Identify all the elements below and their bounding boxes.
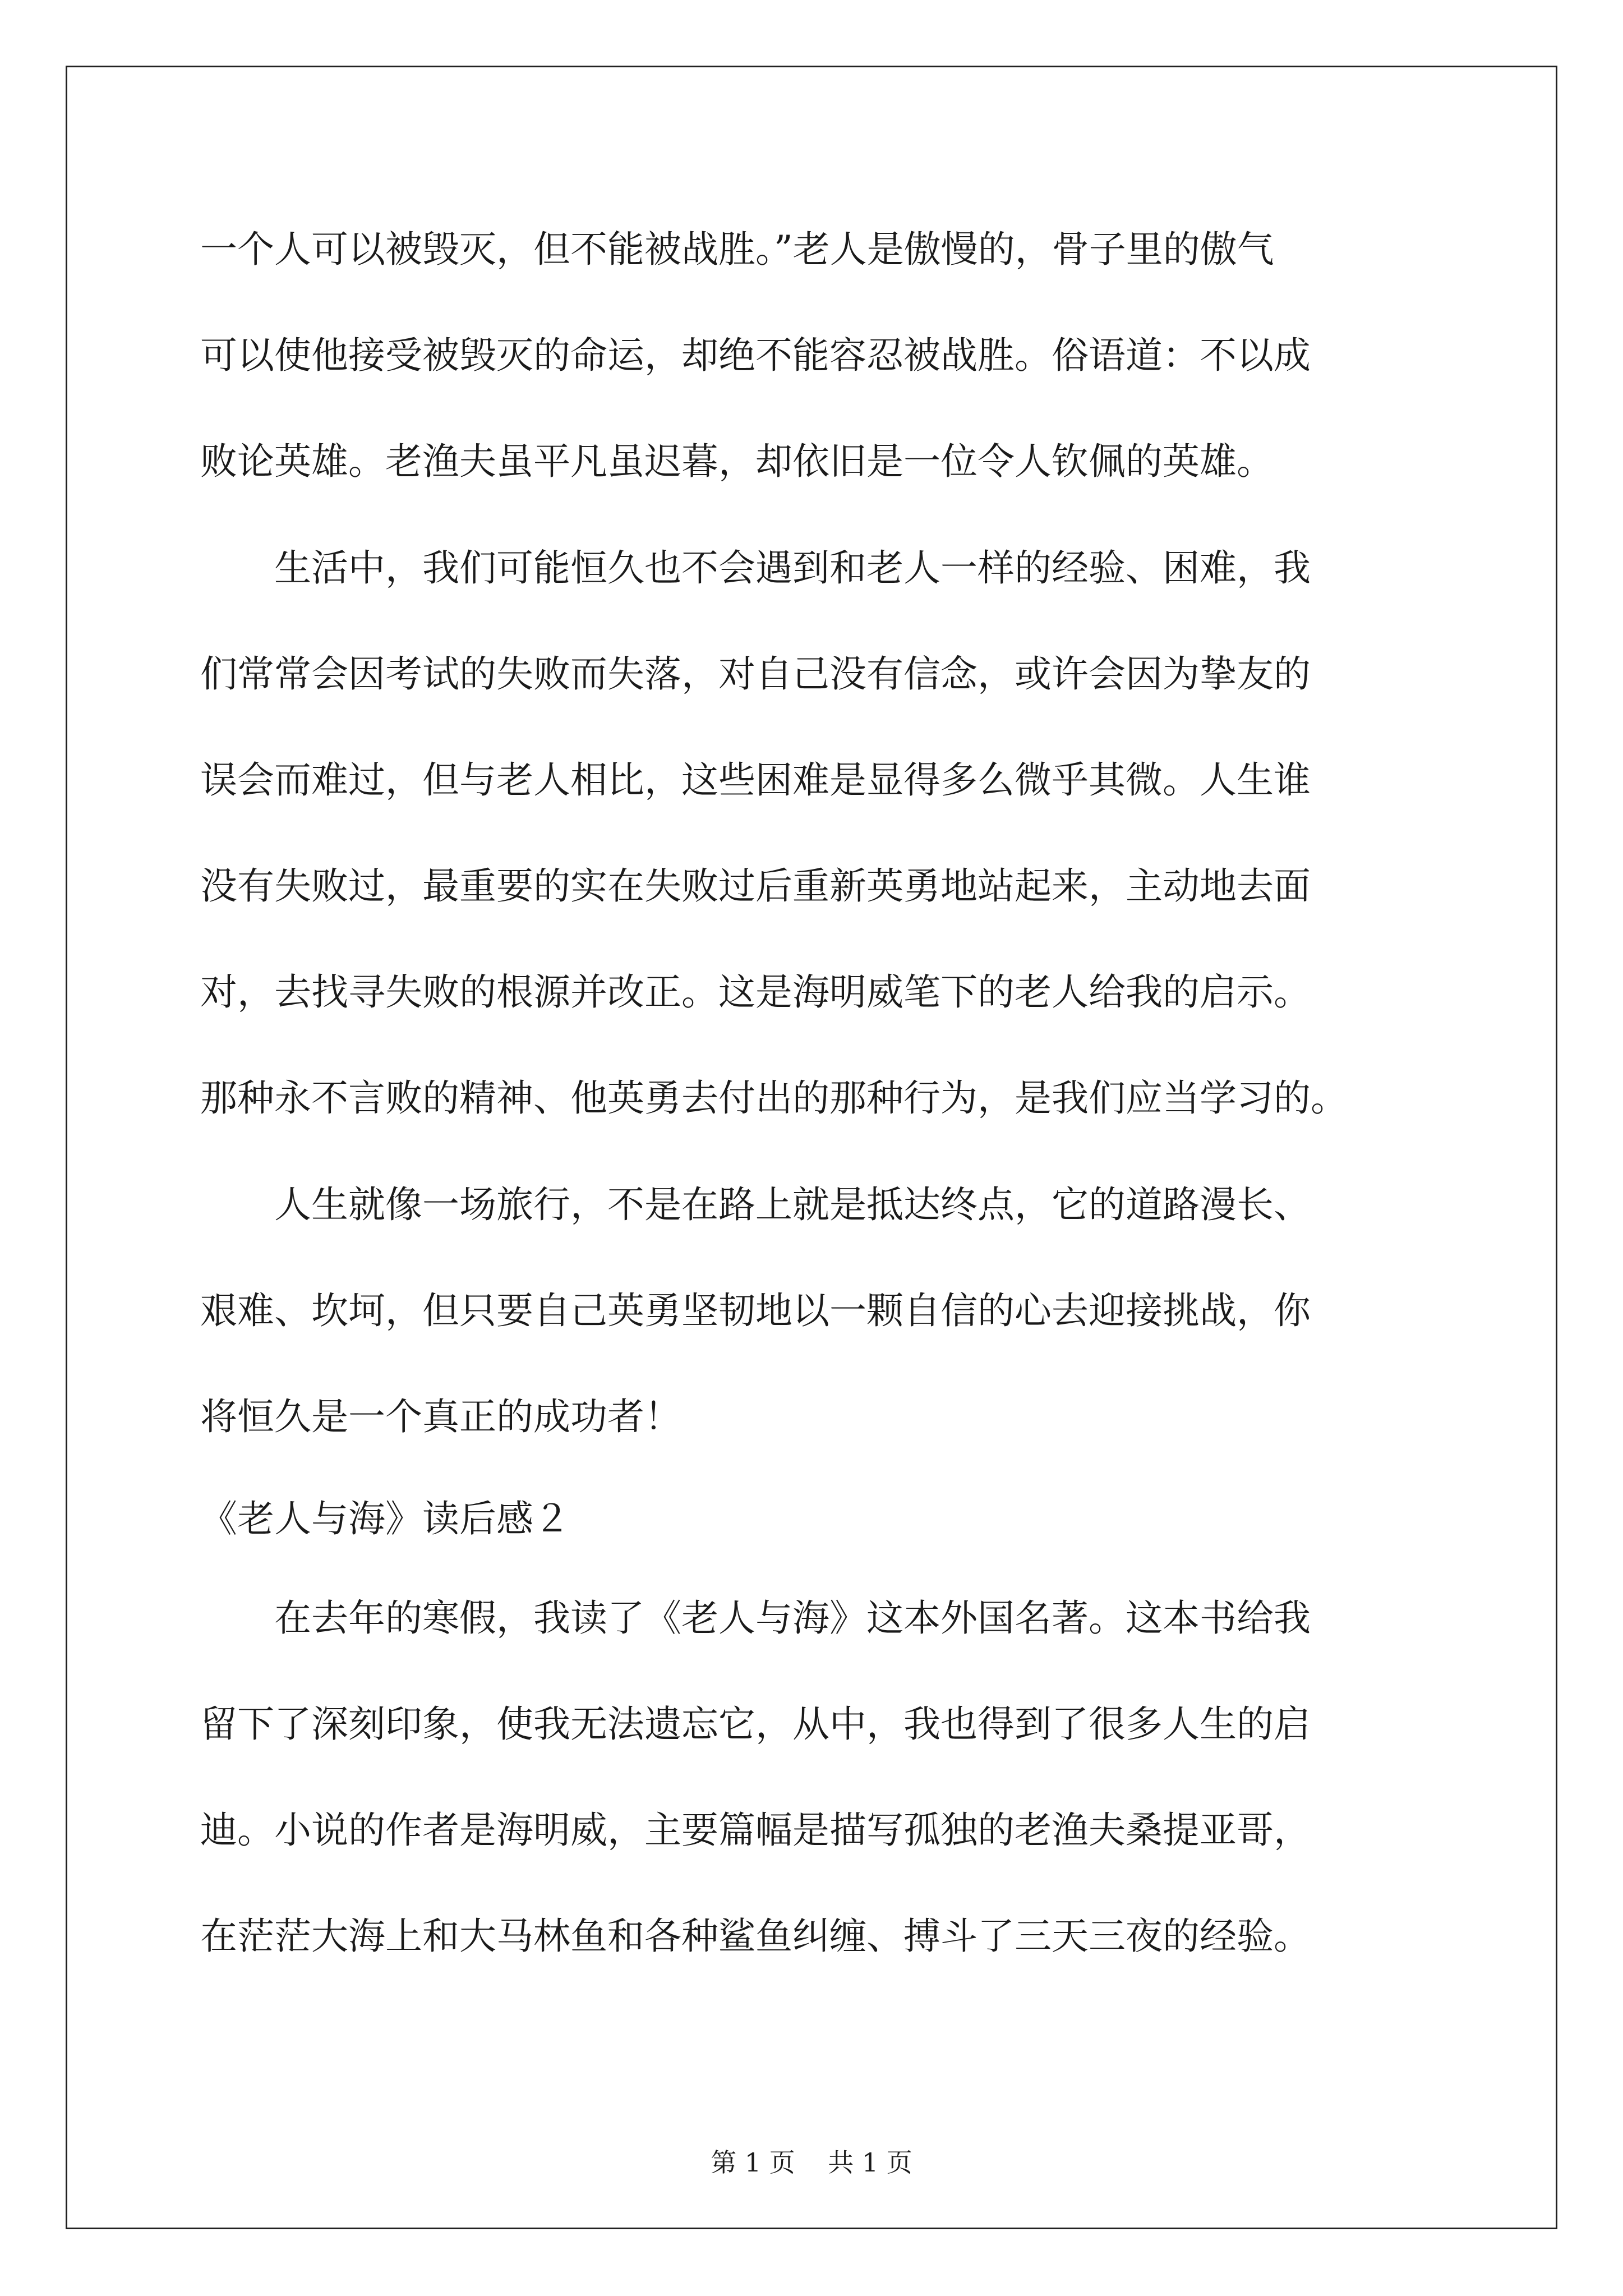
text-line: 留下了深刻印象，使我无法遗忘它，从中，我也得到了很多人生的启 <box>200 1703 1311 1746</box>
text-line: 一个人可以被毁灭，但不能被战胜。”老人是傲慢的，骨子里的傲气 <box>200 228 1274 271</box>
text-line: 在去年的寒假，我读了《老人与海》这本外国名著。这本书给我 <box>200 1596 1311 1640</box>
text-line: 艰难、坎坷，但只要自己英勇坚韧地以一颗自信的心去迎接挑战，你 <box>200 1289 1311 1332</box>
text-line: 迪。小说的作者是海明威，主要篇幅是描写孤独的老渔夫桑提亚哥， <box>200 1809 1311 1852</box>
section-heading: 《老人与海》读后感２ <box>200 1497 570 1540</box>
text-line: 误会而难过，但与老人相比，这些困难是显得多么微乎其微。人生谁 <box>200 758 1311 802</box>
text-line: 败论英雄。老渔夫虽平凡虽迟暮，却依旧是一位令人钦佩的英雄。 <box>200 440 1274 483</box>
text-line: 将恒久是一个真正的成功者！ <box>200 1395 681 1438</box>
text-line: 没有失败过，最重要的实在失败过后重新英勇地站起来，主动地去面 <box>200 864 1311 908</box>
text-line: 们常常会因考试的失败而失落，对自己没有信念，或许会因为挚友的 <box>200 652 1311 696</box>
text-line: 在茫茫大海上和大马林鱼和各种鲨鱼纠缠、搏斗了三天三夜的经验。 <box>200 1915 1311 1958</box>
text-line: 可以使他接受被毁灭的命运，却绝不能容忍被战胜。俗语道：不以成 <box>200 334 1311 377</box>
text-line: 那种永不言败的精神、他英勇去付出的那种行为，是我们应当学习的。 <box>200 1076 1348 1120</box>
text-line: 人生就像一场旅行，不是在路上就是抵达终点，它的道路漫长、 <box>200 1183 1311 1226</box>
page-footer: 第 1 页 共 1 页 <box>711 2147 912 2178</box>
text-line: 对，去找寻失败的根源并改正。这是海明威笔下的老人给我的启示。 <box>200 970 1311 1014</box>
page-border <box>66 66 1557 2229</box>
text-line: 生活中，我们可能恒久也不会遇到和老人一样的经验、困难，我 <box>200 546 1311 590</box>
